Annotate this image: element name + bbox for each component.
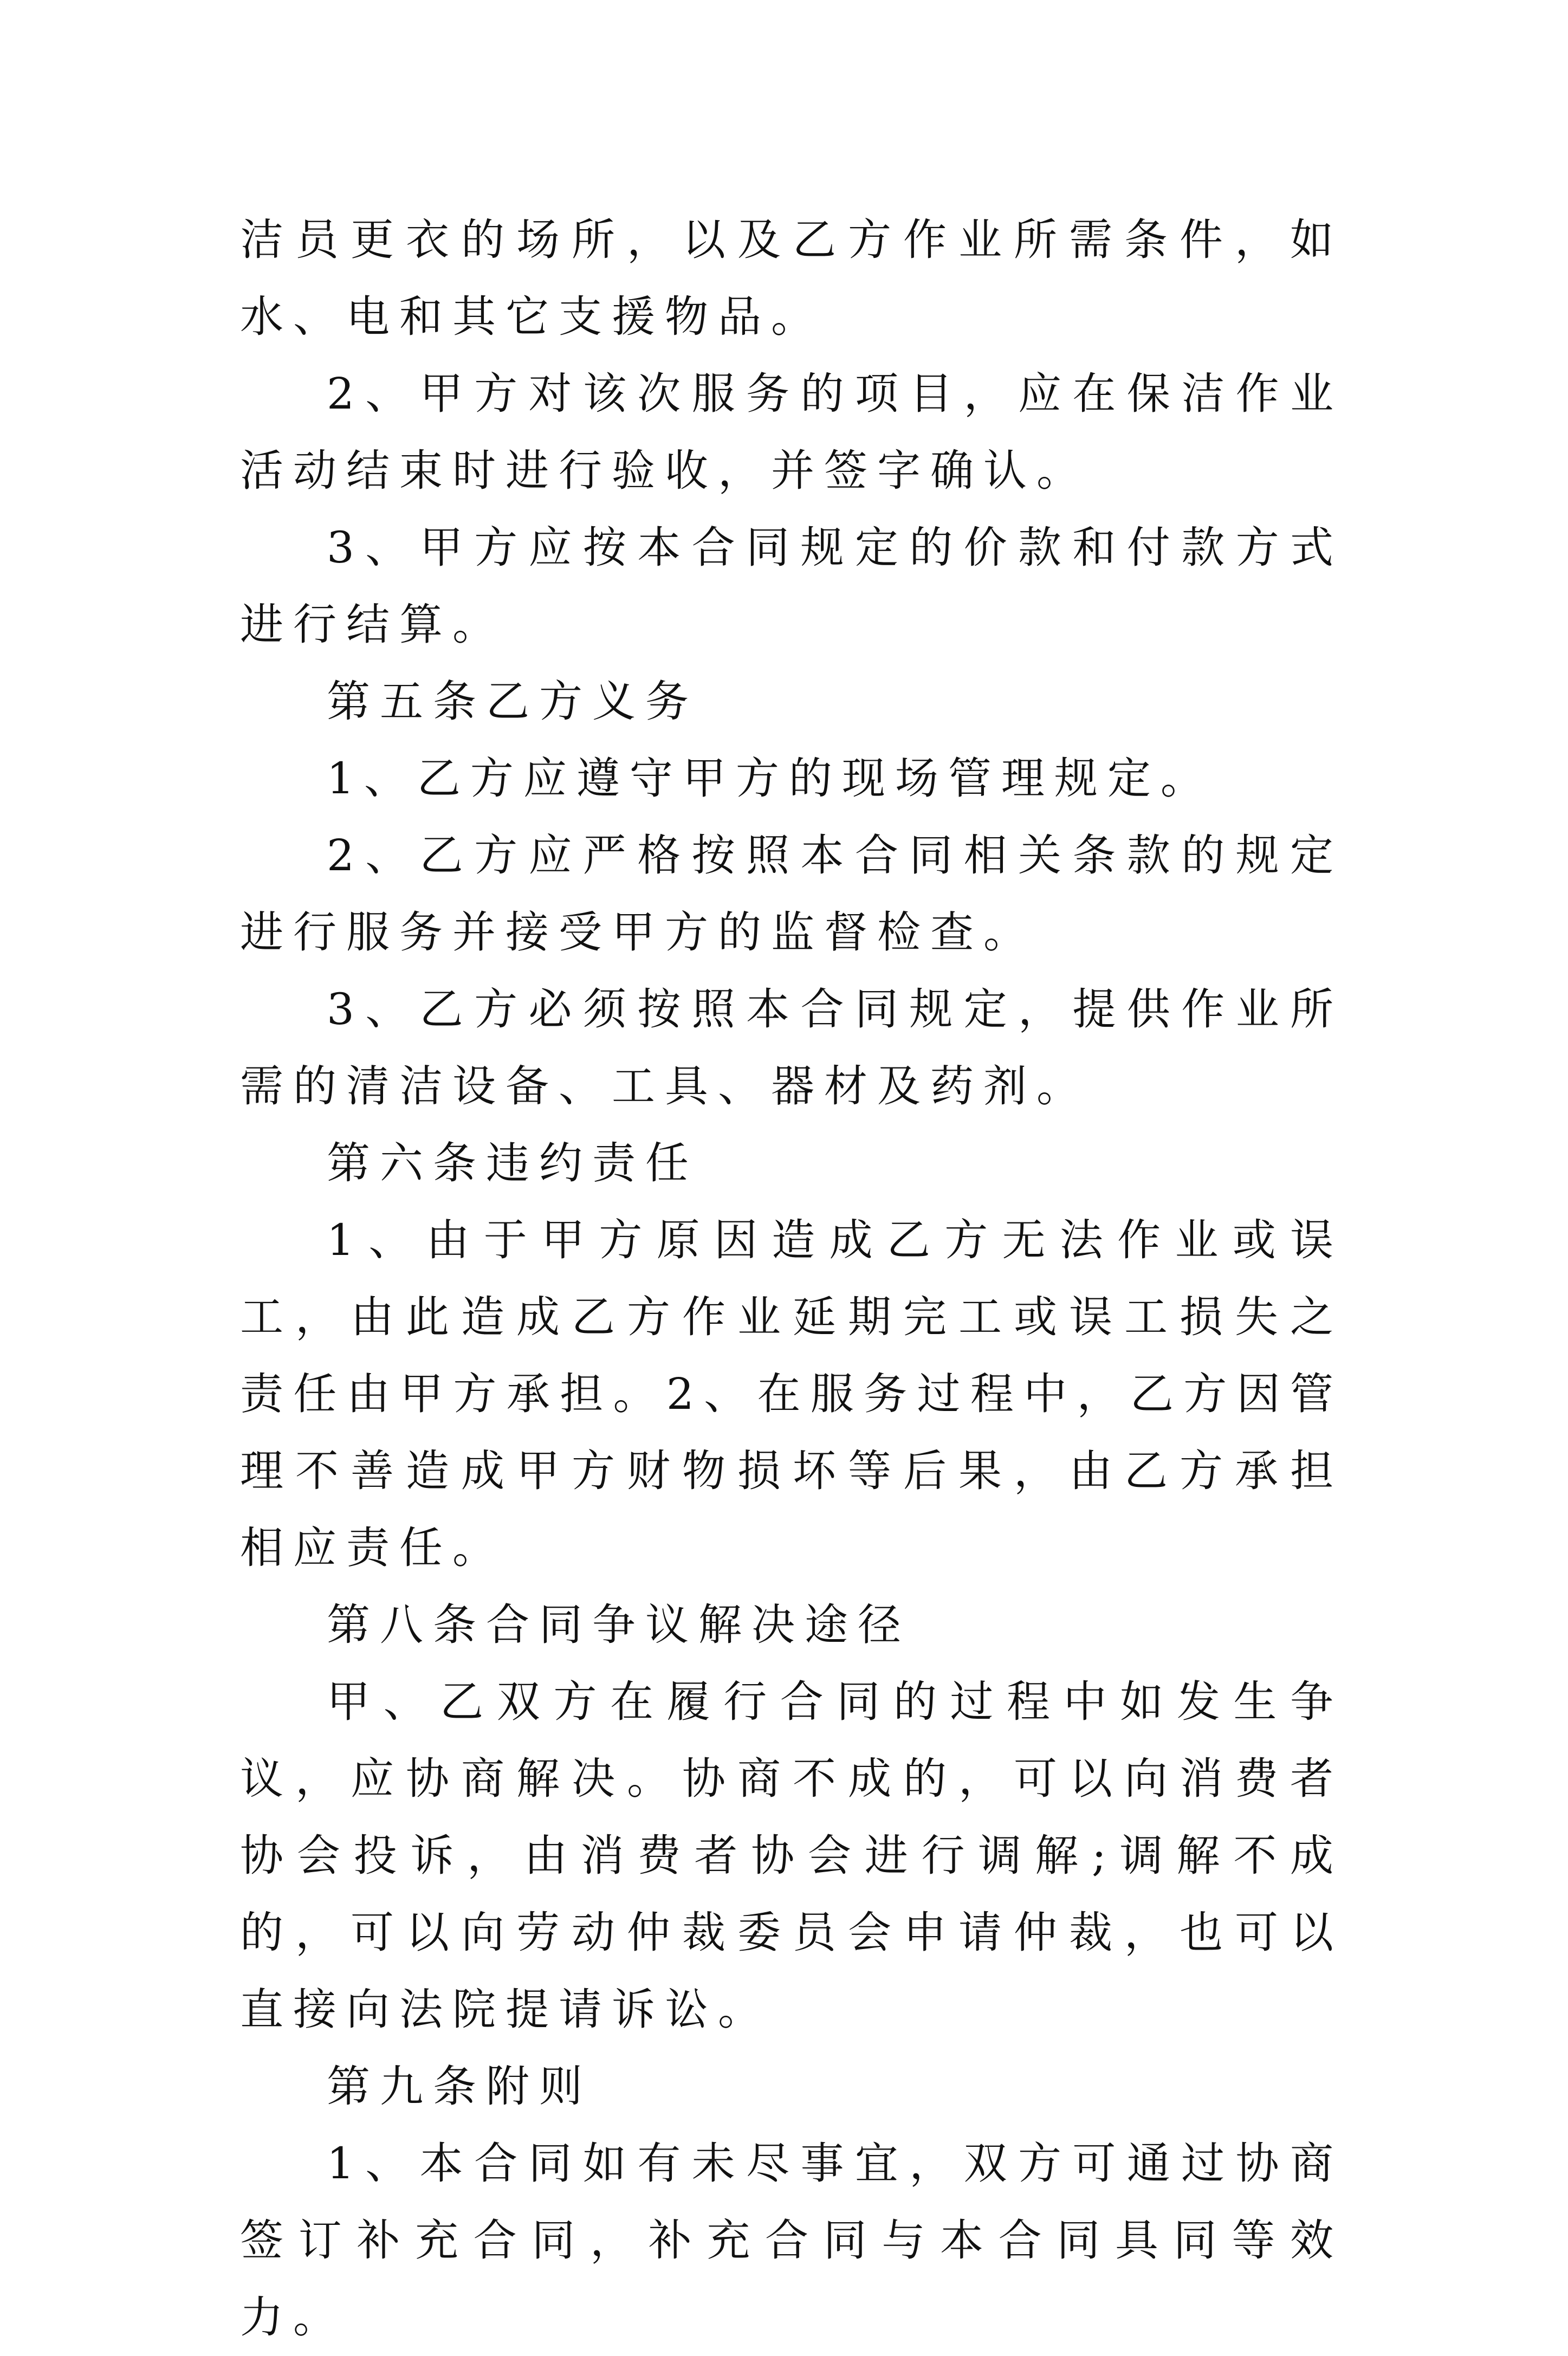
paragraph-clause-8: 甲、乙双方在履行合同的过程中如发生争议，应协商解决。协商不成的，可以向消费者协会投诉，由消费者协会进行调解;调解不成的，可以向劳动仲裁委员会申请仲裁，也可以直接向法院提请诉讼。: [240, 1677, 1343, 2035]
paragraph-clause-9-item-1: 1、本合同如有未尽事宜，双方可通过协商签订补充合同，补充合同与本合同具同等效力。: [240, 2138, 1343, 2342]
paragraph-continued: 洁员更衣的场所，以及乙方作业所需条件，如水、电和其它支援物品。: [240, 215, 1343, 342]
paragraph-clause-5-item-2: 2、乙方应严格按照本合同相关条款的规定进行服务并接受甲方的监督检查。: [240, 830, 1343, 957]
heading-clause-6: 第六条违约责任: [327, 1138, 698, 1188]
paragraph-clause-5-item-3: 3、乙方必须按照本合同规定，提供作业所需的清洁设备、工具、器材及药剂。: [240, 984, 1343, 1111]
paragraph-clause-4-item-3: 3、甲方应按本合同规定的价款和付款方式进行结算。: [240, 522, 1343, 650]
heading-clause-8: 第八条合同争议解决途径: [327, 1600, 911, 1650]
heading-clause-5: 第五条乙方义务: [327, 676, 698, 727]
document-body: [240, 202, 1343, 2356]
heading-clause-9: 第九条附则: [327, 2061, 592, 2112]
paragraph-clause-6-items: 1、由于甲方原因造成乙方无法作业或误工，由此造成乙方作业延期完工或误工损失之责任由甲方承担。2、在服务过程中，乙方因管理不善造成甲方财物损坏等后果，由乙方承担相应责任。: [240, 1215, 1343, 1573]
paragraph-clause-4-item-2: 2、甲方对该次服务的项目，应在保洁作业活动结束时进行验收，并签字确认。: [240, 368, 1343, 496]
paragraph-clause-5-item-1: 1、乙方应遵守甲方的现场管理规定。: [327, 753, 1214, 804]
